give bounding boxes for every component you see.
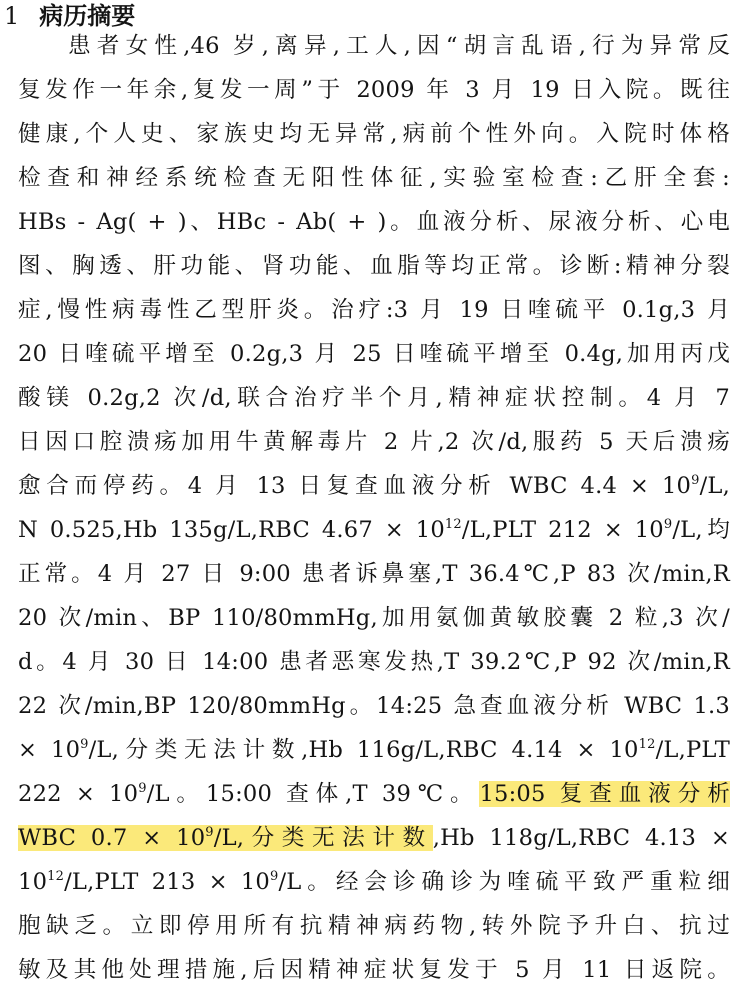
- text-segment: /L,: [699, 473, 730, 499]
- text-line: 复发作一年余,复发一周”于 2009 年 3 月 19 日入院。既往: [18, 77, 730, 103]
- text-segment: ,Hb 118g/L,RBC 4.13 ×: [432, 825, 730, 851]
- text-line: [18, 816, 730, 860]
- text-segment: WBC 0.7 × 10: [18, 825, 206, 851]
- text-line: 症,慢性病毒性乙型肝炎。治疗:3 月 19 日喹硫平 0.1g,3 月: [18, 297, 730, 323]
- text-line: [18, 728, 730, 772]
- superscript: 9: [691, 473, 700, 488]
- superscript: 9: [80, 737, 89, 752]
- text-segment: 222 × 10: [18, 781, 139, 807]
- text-line: [18, 508, 730, 552]
- superscript: 9: [138, 781, 147, 796]
- superscript: 9: [663, 517, 673, 532]
- text-line: HBs - Ag( + )、HBc - Ab( + )。血液分析、尿液分析、心电: [18, 209, 730, 235]
- text-line: 日因口腔溃疡加用牛黄解毒片 2 片,2 次/d,服药 5 天后溃疡: [18, 429, 730, 455]
- text-segment: /L。经会诊确诊为喹硫平致严重粒细: [278, 869, 730, 895]
- text-segment: /L,PLT: [655, 737, 730, 763]
- superscript: 12: [444, 517, 462, 532]
- text-line: 正常。4 月 27 日 9:00 患者诉鼻塞,T 36.4℃,P 83 次/min,R: [18, 561, 730, 587]
- superscript: 12: [638, 737, 656, 752]
- text-line: 检查和神经系统检查无阳性体征,实验室检查:乙肝全套:: [18, 165, 730, 191]
- text-segment: N 0.525,Hb 135g/L,RBC 4.67 × 10: [18, 517, 445, 543]
- text-line: 酸镁 0.2g,2 次/d,联合治疗半个月,精神症状控制。4 月 7: [18, 385, 730, 411]
- text-line: [18, 860, 730, 904]
- text-line: 患者女性,46 岁,离异,工人,因“胡言乱语,行为异常反: [68, 33, 730, 59]
- text-line: 健康,个人史、家族史均无异常,病前个性外向。入院时体格: [18, 121, 730, 147]
- highlighted-text: 15:05 复查血液分析: [479, 781, 730, 807]
- text-line: d。4 月 30 日 14:00 患者恶寒发热,T 39.2℃,P 92 次/min,R: [18, 649, 730, 675]
- text-segment: /L,分类无法计数: [213, 825, 433, 851]
- text-line: 胞缺乏。立即停用所有抗精神病药物,转外院予升白、抗过: [18, 913, 730, 939]
- highlighted-text: [18, 825, 433, 851]
- text-segment: 愈合而停药。4 月 13 日复查血液分析 WBC 4.4 × 10: [18, 473, 692, 499]
- text-line: [18, 464, 730, 508]
- text-segment: × 10: [18, 737, 81, 763]
- text-line: 20 日喹硫平增至 0.2g,3 月 25 日喹硫平增至 0.4g,加用丙戊: [18, 341, 730, 367]
- section-title: 病历摘要: [39, 2, 136, 30]
- superscript: 12: [47, 869, 65, 884]
- section-number: 1: [4, 2, 20, 30]
- text-line: 敏及其他处理措施,后因精神症状复发于 5 月 11 日返院。: [18, 957, 730, 983]
- text-segment: /L,分类无法计数,Hb 116g/L,RBC 4.14 × 10: [88, 737, 639, 763]
- text-line: 20 次/min、BP 110/80mmHg,加用氨伽黄敏胶囊 2 粒,3 次/: [18, 605, 730, 631]
- text-segment: /L,PLT 212 × 10: [461, 517, 664, 543]
- text-line: [18, 772, 730, 816]
- text-line: 图、胸透、肝功能、肾功能、血脂等均正常。诊断:精神分裂: [18, 253, 730, 279]
- text-line: 22 次/min,BP 120/80mmHg。14:25 急查血液分析 WBC 1.3: [18, 693, 730, 719]
- text-segment: /L,均: [672, 517, 730, 543]
- superscript: 9: [205, 825, 214, 840]
- superscript: 9: [270, 869, 279, 884]
- text-segment: /L,PLT 213 × 10: [64, 869, 271, 895]
- text-segment: /L。15:00 查体,T 39℃。: [146, 781, 480, 807]
- text-segment: 10: [18, 869, 48, 895]
